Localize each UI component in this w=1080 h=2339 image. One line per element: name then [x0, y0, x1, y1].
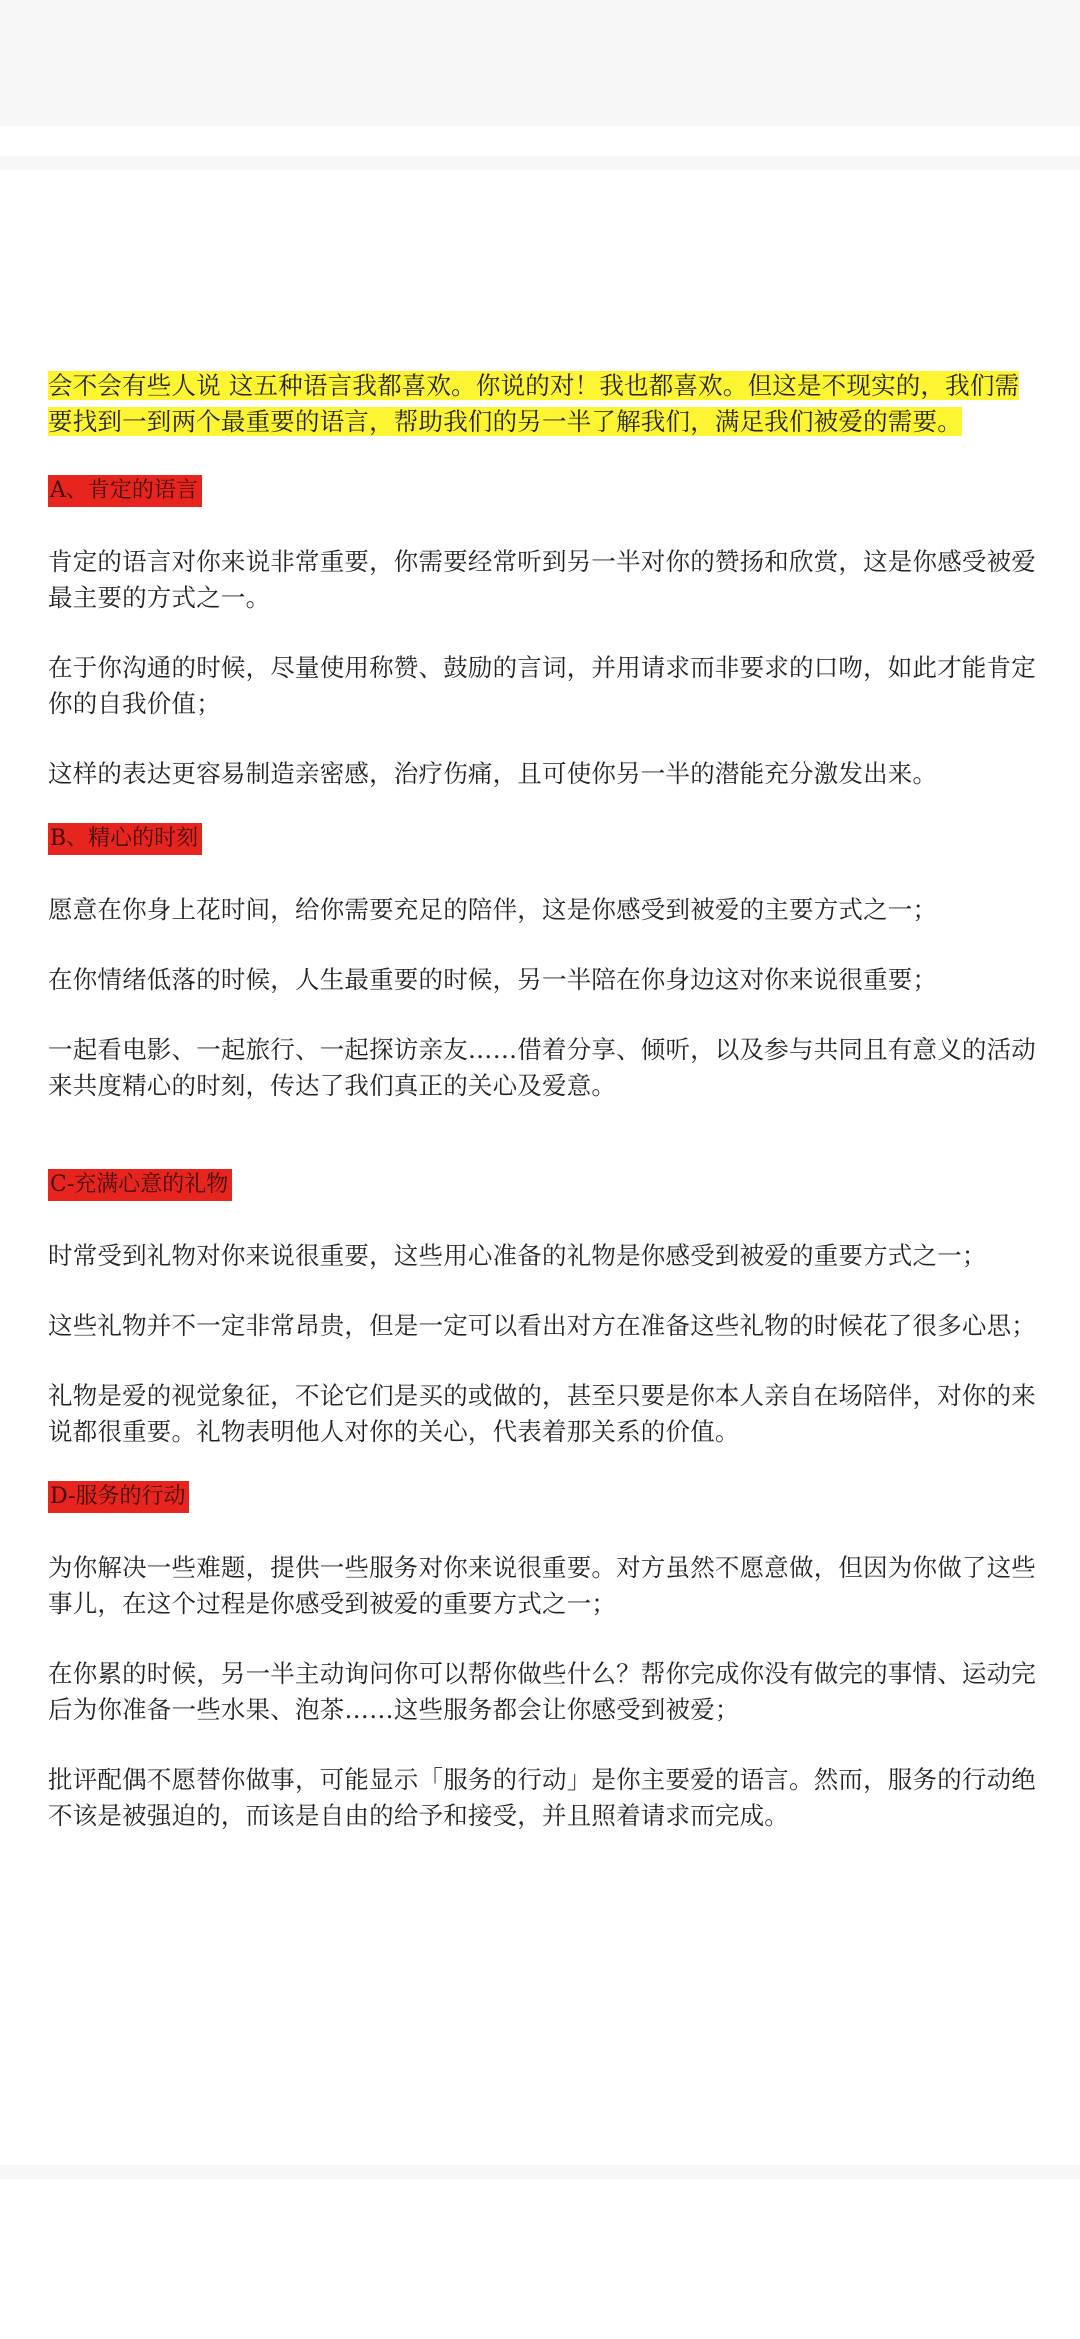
section-b-paragraph-3: 一起看电影、一起旅行、一起探访亲友……借着分享、倾听，以及参与共同且有意义的活动来共度精心的时刻，传达了我们真正的关心及爱意。: [48, 1035, 1036, 1100]
section-b-heading: B、精心的时刻: [48, 823, 202, 855]
section-b-paragraph-2: 在你情绪低落的时候，人生最重要的时候，另一半陪在你身边这对你来说很重要；: [48, 965, 938, 994]
section-a-paragraph-2: 在于你沟通的时候，尽量使用称赞、鼓励的言词，并用请求而非要求的口吻，如此才能肯定你的自我价值；: [48, 653, 1036, 718]
section-c-paragraph-3: 礼物是爱的视觉象征，不论它们是买的或做的，甚至只要是你本人亲自在场陪伴，对你的来说都很重要。礼物表明他人对你的关心，代表着那关系的价值。: [48, 1381, 1036, 1446]
bottom-band: [0, 2165, 1080, 2339]
section-a-paragraph-1: 肯定的语言对你来说非常重要，你需要经常听到另一半对你的赞扬和欣赏，这是你感受被爱最主要的方式之一。: [48, 547, 1036, 612]
section-c: [48, 1168, 1038, 1204]
section-d-heading: D-服务的行动: [48, 1481, 189, 1513]
intro-highlight: 会不会有些人说 这五种语言我都喜欢。你说的对！我也都喜欢。但这是不现实的，我们需要找到一到两个最重要的语言，帮助我们的另一半了解我们，满足我们被爱的需要。: [48, 371, 1020, 436]
section-d-paragraph-2: 在你累的时候，另一半主动询问你可以帮你做些什么？帮你完成你没有做完的事情、运动完后为你准备一些水果、泡茶……这些服务都会让你感受到被爱；: [48, 1659, 1036, 1724]
header-divider: [0, 156, 1080, 170]
section-a: [48, 474, 1038, 510]
section-d-paragraph-1: 为你解决一些难题，提供一些服务对你来说很重要。对方虽然不愿意做，但因为你做了这些事儿，在这个过程是你感受到被爱的重要方式之一；: [48, 1553, 1036, 1618]
bottom-band-inner: [0, 2179, 1080, 2339]
section-d-paragraph-3: 批评配偶不愿替你做事，可能显示「服务的行动」是你主要爱的语言。然而，服务的行动绝不该是被强迫的，而该是自由的给予和接受，并且照着请求而完成。: [48, 1765, 1036, 1830]
intro-paragraph: [48, 368, 1038, 440]
top-band: [0, 0, 1080, 126]
section-d: [48, 1480, 1038, 1516]
document-body: [48, 368, 1038, 1834]
section-b-paragraph-1: 愿意在你身上花时间，给你需要充足的陪伴，这是你感受到被爱的主要方式之一；: [48, 895, 938, 924]
section-a-heading: A、肯定的语言: [48, 475, 202, 507]
section-a-paragraph-3: 这样的表达更容易制造亲密感，治疗伤痛，且可使你另一半的潜能充分激发出来。: [48, 759, 938, 788]
section-b: [48, 822, 1038, 858]
section-c-heading: C-充满心意的礼物: [48, 1169, 232, 1201]
section-c-paragraph-2: 这些礼物并不一定非常昂贵，但是一定可以看出对方在准备这些礼物的时候花了很多心思；: [48, 1311, 1036, 1340]
section-c-paragraph-1: 时常受到礼物对你来说很重要，这些用心准备的礼物是你感受到被爱的重要方式之一；: [48, 1241, 987, 1270]
